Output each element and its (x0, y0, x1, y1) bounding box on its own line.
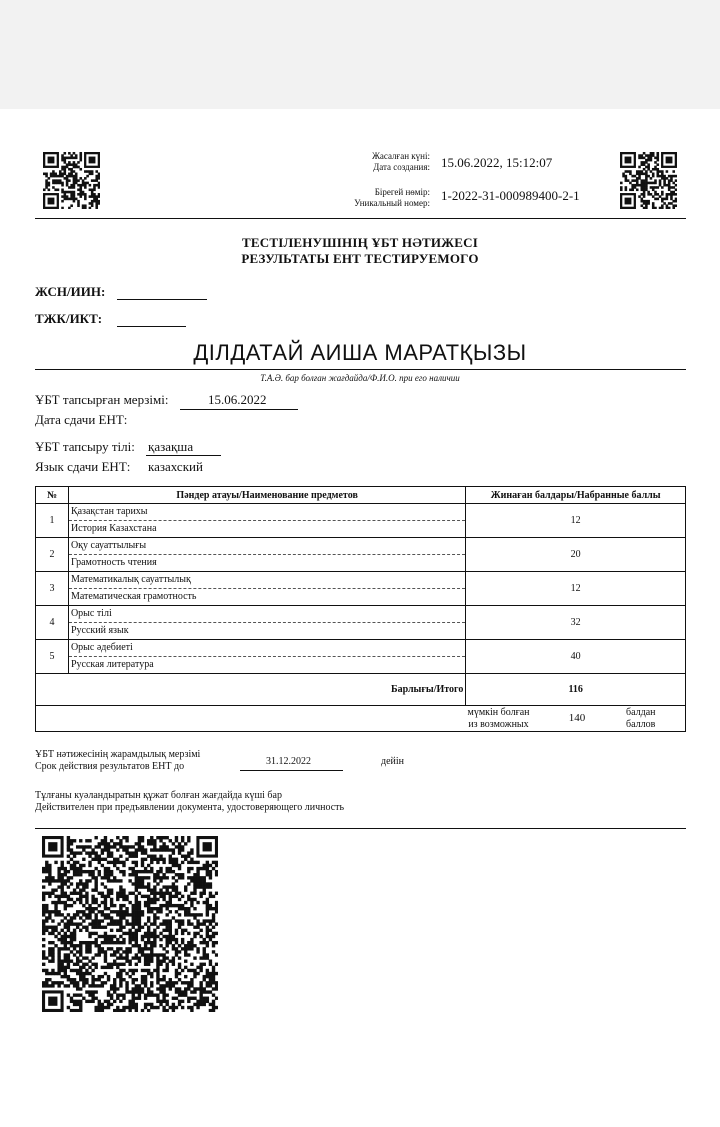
validity-line (240, 770, 343, 771)
title-kz: ТЕСТІЛЕНУШІНІҢ ҰБТ НӘТИЖЕСІ (242, 235, 478, 250)
subject-ru: Грамотность чтения (70, 557, 157, 568)
subject-ru: История Казахстана (70, 523, 157, 534)
exam-lang-value-ru: казахский (148, 459, 203, 474)
subject-cell (68, 572, 465, 606)
created-value: 15.06.2022, 15:12:07 (441, 155, 553, 170)
table-header-row (36, 487, 686, 504)
possible-cell (36, 706, 686, 732)
subject-kz: Орыс әдебиеті (69, 640, 465, 657)
unique-value: 1-2022-31-000989400-2-1 (441, 188, 580, 203)
subject-ru: Математическая грамотность (70, 591, 197, 602)
total-row (36, 674, 686, 706)
validity-date: 31.12.2022 (266, 756, 311, 767)
total-label: Барлығы/Итого (36, 674, 466, 706)
exam-lang-label-kz: ҰБТ тапсыру тілі: (35, 439, 135, 454)
score-cell: 12 (466, 504, 686, 538)
table-row (36, 640, 686, 674)
subject-kz: Қазақстан тарихы (69, 504, 465, 521)
top-bar (0, 0, 720, 109)
exam-lang-line (146, 455, 221, 456)
created-label: Жасалған күні: Дата создания: (372, 151, 430, 172)
row-number: 5 (36, 640, 69, 674)
row-number: 4 (36, 606, 69, 640)
exam-date-value: 15.06.2022 (208, 392, 267, 407)
table-row (36, 538, 686, 572)
row-number: 2 (36, 538, 69, 572)
ikt-label: ТЖК/ИКТ: (35, 311, 103, 326)
unique-label: Бірегей нөмір: Уникальный номер: (354, 187, 430, 208)
name-note: Т.А.Ә. бар болған жағдайда/Ф.И.О. при его наличии (260, 373, 460, 383)
qr-code-bottom (42, 836, 218, 1012)
balls-label: балдан баллов (626, 707, 656, 730)
table-row (36, 606, 686, 640)
document-note: Тұлғаны куәландыратын құжат болған жағдайда күші бар Действителен при предъявлении документа, удостоверяющего личность (35, 790, 345, 813)
row-number: 1 (36, 504, 69, 538)
subject-ru: Русский язык (70, 625, 129, 636)
table-row (36, 572, 686, 606)
subject-kz: Орыс тілі (69, 606, 465, 623)
validity-label: ҰБТ нәтижесінің жарамдылық мерзімі Срок действия результатов ЕНТ до (35, 749, 201, 772)
person-name: ДІЛДАТАЙ АИША МАРАТҚЫЗЫ (193, 340, 527, 365)
bottom-divider (35, 828, 686, 829)
possible-label: мүмкін болған из возможных (467, 707, 530, 730)
validity-suffix: дейін (381, 756, 405, 767)
possible-row (36, 706, 686, 732)
possible-value: 140 (568, 712, 586, 724)
score-cell: 12 (466, 572, 686, 606)
col-num-header: № (36, 487, 69, 504)
exam-lang-value-kz: қазақша (148, 439, 194, 454)
qr-code-right (620, 152, 677, 209)
total-value: 116 (466, 674, 686, 706)
table-row (36, 504, 686, 538)
subject-cell (68, 606, 465, 640)
exam-date-line (180, 409, 298, 410)
exam-date-label-kz: ҰБТ тапсырған мерзімі: (35, 392, 169, 407)
exam-lang-label-ru: Язык сдачи ЕНТ: (35, 459, 131, 474)
subject-cell (68, 538, 465, 572)
header-divider (35, 218, 686, 219)
score-cell: 20 (466, 538, 686, 572)
col-subject-header: Пәндер атауы/Наименование предметов (68, 487, 465, 504)
score-cell: 32 (466, 606, 686, 640)
col-score-header: Жинаған балдары/Набранные баллы (466, 487, 686, 504)
subject-kz: Оқу сауаттылығы (69, 538, 465, 555)
row-number: 3 (36, 572, 69, 606)
exam-date-label-ru: Дата сдачи ЕНТ: (35, 412, 128, 427)
subject-kz: Математикалық сауаттылық (69, 572, 465, 589)
title-ru: РЕЗУЛЬТАТЫ ЕНТ ТЕСТИРУЕМОГО (241, 251, 479, 266)
results-table (35, 486, 686, 732)
score-cell: 40 (466, 640, 686, 674)
subject-cell (68, 640, 465, 674)
iin-line (117, 299, 207, 300)
qr-code-left (43, 152, 100, 209)
name-underline (35, 369, 686, 370)
iin-label: ЖСН/ИИН: (35, 284, 106, 299)
ikt-line (117, 326, 186, 327)
subject-ru: Русская литература (70, 659, 154, 670)
subject-cell (68, 504, 465, 538)
